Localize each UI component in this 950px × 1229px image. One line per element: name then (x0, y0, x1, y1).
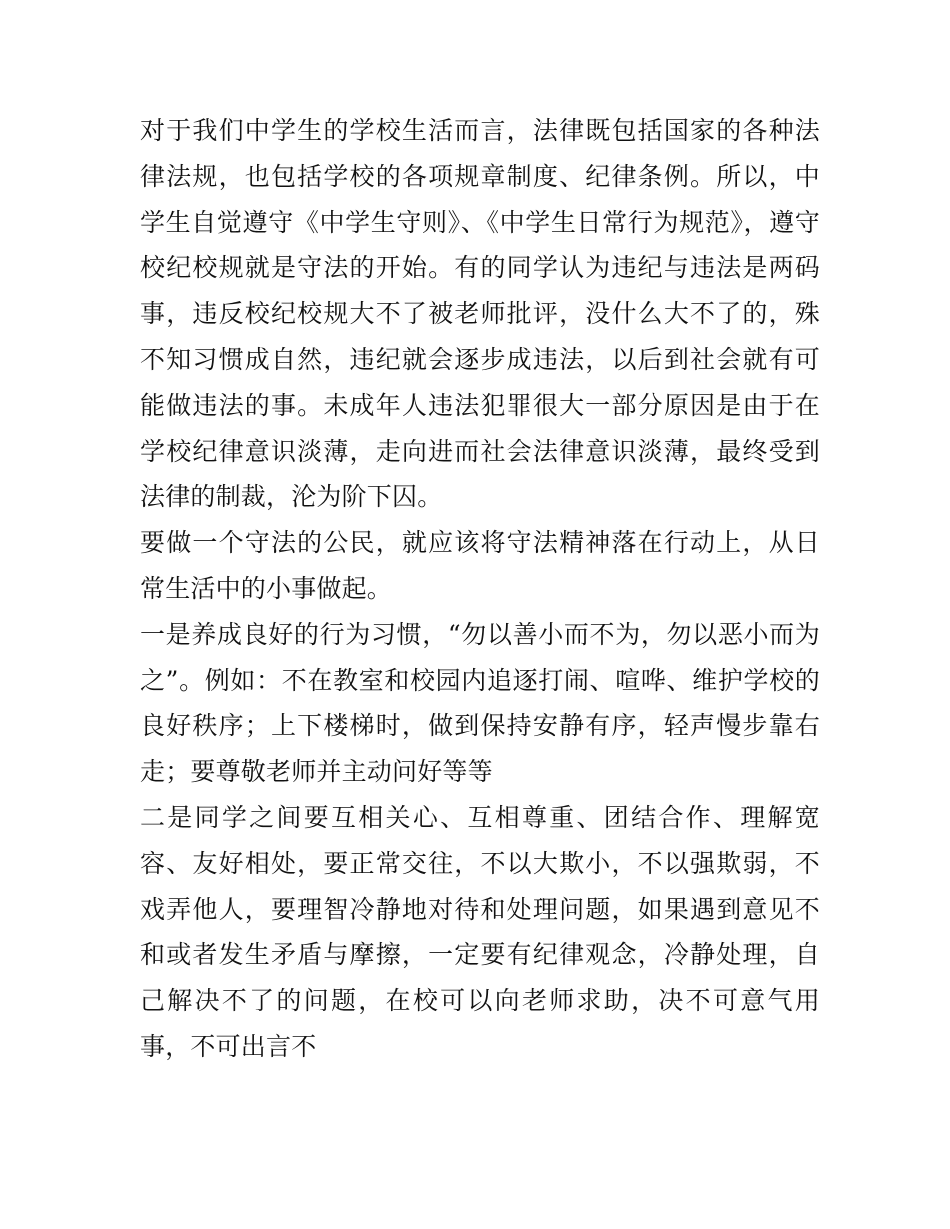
paragraph-school-discipline: 对于我们中学生的学校生活而言，法律既包括国家的各种法律法规，也包括学校的各项规章制度、纪律条例。所以，中学生自觉遵守《中学生守则》、《中学生日常行为规范》，遵守校纪校规就是守法的开始。有的同学认为违纪与违法是两码事，违反校纪校规大不了被老师批评，没什么大不了的，殊不知习惯成自然，违纪就会逐步成违法，以后到社会就有可能做违法的事。未成年人违法犯罪很大一部分原因是由于在学校纪律意识淡薄，走向进而社会法律意识淡薄，最终受到法律的制裁，沦为阶下囚。 (140, 116, 820, 512)
paragraph-classmate-relations: 二是同学之间要互相关心、互相尊重、团结合作、理解宽容、友好相处，要正常交往，不以大欺小，不以强欺弱，不戏弄他人，要理智冷静地对待和处理问题，如果遇到意见不和或者发生矛盾与摩擦，一定要有纪律观念，冷静处理，自己解决不了的问题，在校可以向老师求助，决不可意气用事，不可出言不 (140, 802, 820, 1061)
paragraph-law-abiding-citizen: 要做一个守法的公民，就应该将守法精神落在行动上，从日常生活中的小事做起。 (140, 528, 820, 603)
paragraph-good-habits: 一是养成良好的行为习惯，“勿以善小而不为，勿以恶小而为之”。例如：不在教室和校园内追逐打闹、喧哗、维护学校的良好秩序；上下楼梯时，做到保持安静有序，轻声慢步靠右走；要尊敬老师并主动问好等等 (140, 619, 820, 787)
document-body (140, 108, 820, 1070)
